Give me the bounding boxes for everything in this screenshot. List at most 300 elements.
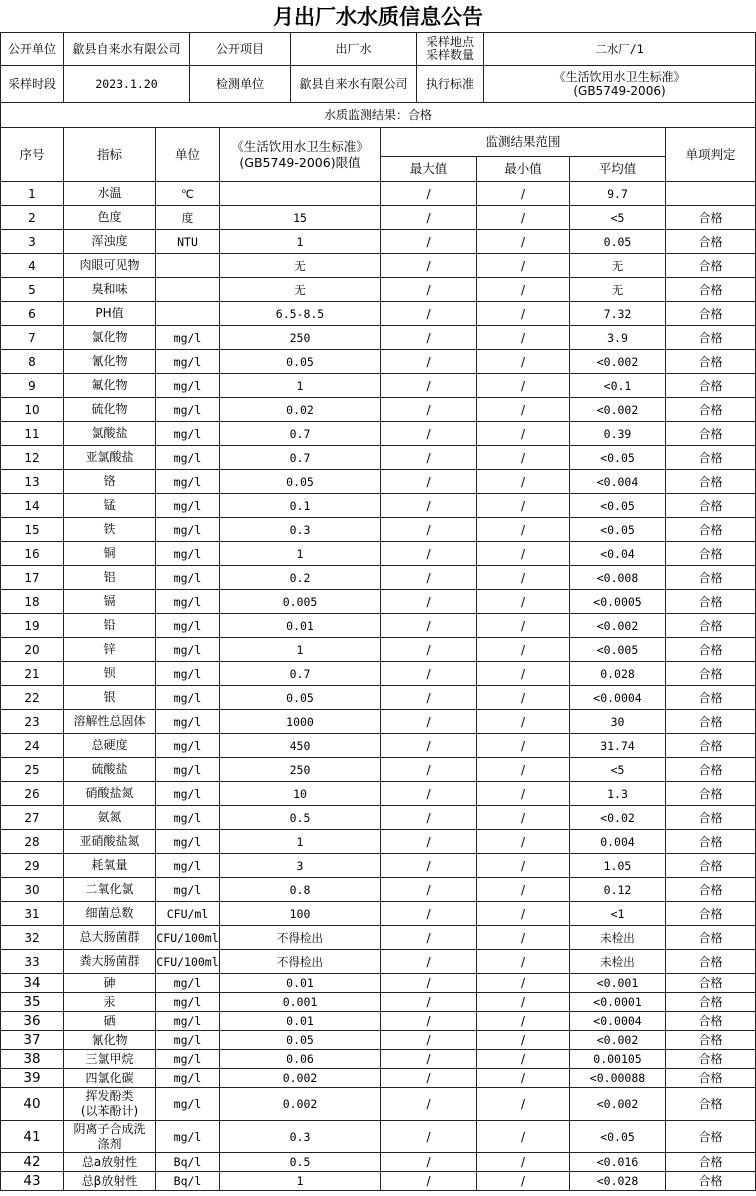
standard-label: 执行标准 bbox=[417, 66, 484, 103]
row-index: 25 bbox=[1, 758, 64, 782]
row-avg: 31.74 bbox=[570, 734, 666, 758]
table-row bbox=[1, 782, 756, 806]
row-indicator: PH值 bbox=[64, 302, 156, 326]
table-row bbox=[1, 542, 756, 566]
row-index: 22 bbox=[1, 686, 64, 710]
row-indicator: 二氧化氯 bbox=[64, 878, 156, 902]
row-unit: mg/l bbox=[156, 422, 220, 446]
row-indicator: 总a放射性 bbox=[64, 1153, 156, 1172]
row-max: / bbox=[381, 398, 477, 422]
table-row bbox=[1, 830, 756, 854]
row-min: / bbox=[477, 974, 570, 993]
table-row bbox=[1, 302, 756, 326]
row-unit: mg/l bbox=[156, 1088, 220, 1121]
row-index: 16 bbox=[1, 542, 64, 566]
row-min: / bbox=[477, 566, 570, 590]
row-unit bbox=[156, 278, 220, 302]
row-avg: <1 bbox=[570, 902, 666, 926]
table-row bbox=[1, 878, 756, 902]
row-judgement: 合格 bbox=[666, 878, 756, 902]
table-row bbox=[1, 446, 756, 470]
row-avg: 9.7 bbox=[570, 182, 666, 206]
row-unit: mg/l bbox=[156, 350, 220, 374]
row-limit: 无 bbox=[220, 254, 381, 278]
row-max: / bbox=[381, 878, 477, 902]
row-indicator: 总硬度 bbox=[64, 734, 156, 758]
table-row bbox=[1, 470, 756, 494]
row-min: / bbox=[477, 302, 570, 326]
row-avg: 未检出 bbox=[570, 926, 666, 950]
row-max: / bbox=[381, 422, 477, 446]
row-min: / bbox=[477, 1050, 570, 1069]
standard-value: 《生活饮用水卫生标准》 (GB5749-2006) bbox=[484, 66, 756, 103]
row-avg: <0.05 bbox=[570, 518, 666, 542]
row-judgement: 合格 bbox=[666, 782, 756, 806]
row-min: / bbox=[477, 326, 570, 350]
row-indicator: 粪大肠菌群 bbox=[64, 950, 156, 974]
row-min: / bbox=[477, 1153, 570, 1172]
row-max: / bbox=[381, 993, 477, 1012]
row-indicator: 铁 bbox=[64, 518, 156, 542]
row-limit: 0.8 bbox=[220, 878, 381, 902]
row-indicator: 银 bbox=[64, 686, 156, 710]
row-judgement: 合格 bbox=[666, 734, 756, 758]
row-unit: mg/l bbox=[156, 446, 220, 470]
row-limit: 0.3 bbox=[220, 1121, 381, 1153]
page-title: 月出厂水水质信息公告 bbox=[273, 5, 483, 29]
row-judgement: 合格 bbox=[666, 494, 756, 518]
row-indicator: 砷 bbox=[64, 974, 156, 993]
row-unit: mg/l bbox=[156, 470, 220, 494]
row-index: 17 bbox=[1, 566, 64, 590]
row-judgement: 合格 bbox=[666, 1153, 756, 1172]
table-row bbox=[1, 993, 756, 1012]
row-indicator: 亚氯酸盐 bbox=[64, 446, 156, 470]
row-indicator: 镉 bbox=[64, 590, 156, 614]
table-row bbox=[1, 590, 756, 614]
row-index: 27 bbox=[1, 806, 64, 830]
row-index: 6 bbox=[1, 302, 64, 326]
row-max: / bbox=[381, 1031, 477, 1050]
row-unit: mg/l bbox=[156, 638, 220, 662]
row-index: 2 bbox=[1, 206, 64, 230]
row-min: / bbox=[477, 926, 570, 950]
row-limit: 0.02 bbox=[220, 398, 381, 422]
row-index: 23 bbox=[1, 710, 64, 734]
table-row bbox=[1, 1121, 756, 1153]
row-judgement: 合格 bbox=[666, 1031, 756, 1050]
row-min: / bbox=[477, 950, 570, 974]
col-header-max: 最大值 bbox=[381, 157, 477, 182]
row-min: / bbox=[477, 446, 570, 470]
row-index: 4 bbox=[1, 254, 64, 278]
row-max: / bbox=[381, 974, 477, 993]
row-index: 39 bbox=[1, 1069, 64, 1088]
table-row bbox=[1, 1153, 756, 1172]
row-limit: 0.005 bbox=[220, 590, 381, 614]
row-max: / bbox=[381, 278, 477, 302]
col-header-indicator: 指标 bbox=[64, 128, 156, 182]
row-index: 32 bbox=[1, 926, 64, 950]
row-limit: 0.05 bbox=[220, 686, 381, 710]
row-avg: <0.002 bbox=[570, 1031, 666, 1050]
row-unit: mg/l bbox=[156, 878, 220, 902]
row-min: / bbox=[477, 662, 570, 686]
row-judgement: 合格 bbox=[666, 806, 756, 830]
row-max: / bbox=[381, 542, 477, 566]
row-min: / bbox=[477, 518, 570, 542]
row-limit: 250 bbox=[220, 758, 381, 782]
row-max: / bbox=[381, 302, 477, 326]
row-min: / bbox=[477, 182, 570, 206]
col-header-min: 最小值 bbox=[477, 157, 570, 182]
row-unit: mg/l bbox=[156, 782, 220, 806]
row-max: / bbox=[381, 806, 477, 830]
row-judgement: 合格 bbox=[666, 206, 756, 230]
table-row bbox=[1, 374, 756, 398]
row-min: / bbox=[477, 854, 570, 878]
row-unit: ℃ bbox=[156, 182, 220, 206]
row-avg: 1.05 bbox=[570, 854, 666, 878]
row-judgement: 合格 bbox=[666, 326, 756, 350]
row-index: 20 bbox=[1, 638, 64, 662]
row-index: 30 bbox=[1, 878, 64, 902]
row-judgement: 合格 bbox=[666, 374, 756, 398]
row-judgement: 合格 bbox=[666, 854, 756, 878]
row-judgement: 合格 bbox=[666, 902, 756, 926]
row-index: 40 bbox=[1, 1088, 64, 1121]
sample-date-label: 采样时段 bbox=[1, 66, 64, 103]
row-judgement: 合格 bbox=[666, 686, 756, 710]
row-judgement: 合格 bbox=[666, 566, 756, 590]
row-max: / bbox=[381, 782, 477, 806]
table-row bbox=[1, 710, 756, 734]
row-unit: mg/l bbox=[156, 734, 220, 758]
row-unit: mg/l bbox=[156, 854, 220, 878]
row-min: / bbox=[477, 993, 570, 1012]
row-unit: mg/l bbox=[156, 398, 220, 422]
row-limit: 1 bbox=[220, 230, 381, 254]
row-avg: 3.9 bbox=[570, 326, 666, 350]
table-row bbox=[1, 902, 756, 926]
row-index: 31 bbox=[1, 902, 64, 926]
table-row bbox=[1, 662, 756, 686]
row-indicator: 挥发酚类 (以苯酚计) bbox=[64, 1088, 156, 1121]
row-limit: 3 bbox=[220, 854, 381, 878]
row-max: / bbox=[381, 926, 477, 950]
row-min: / bbox=[477, 710, 570, 734]
test-unit-label: 检测单位 bbox=[190, 66, 291, 103]
row-max: / bbox=[381, 326, 477, 350]
row-min: / bbox=[477, 206, 570, 230]
row-index: 11 bbox=[1, 422, 64, 446]
row-judgement: 合格 bbox=[666, 710, 756, 734]
row-max: / bbox=[381, 254, 477, 278]
table-row bbox=[1, 398, 756, 422]
row-min: / bbox=[477, 230, 570, 254]
row-unit: mg/l bbox=[156, 830, 220, 854]
row-limit: 0.7 bbox=[220, 446, 381, 470]
row-unit bbox=[156, 254, 220, 278]
row-unit: mg/l bbox=[156, 806, 220, 830]
row-avg: 7.32 bbox=[570, 302, 666, 326]
row-indicator: 汞 bbox=[64, 993, 156, 1012]
row-index: 9 bbox=[1, 374, 64, 398]
row-unit: mg/l bbox=[156, 374, 220, 398]
row-index: 10 bbox=[1, 398, 64, 422]
disclosure-unit-label: 公开单位 bbox=[1, 33, 64, 66]
row-limit: 15 bbox=[220, 206, 381, 230]
row-avg: 无 bbox=[570, 254, 666, 278]
row-avg: 0.39 bbox=[570, 422, 666, 446]
row-max: / bbox=[381, 734, 477, 758]
row-judgement bbox=[666, 182, 756, 206]
sample-site-label: 采样地点 采样数量 bbox=[417, 33, 484, 66]
row-limit: 0.001 bbox=[220, 993, 381, 1012]
col-header-limit: 《生活饮用水卫生标准》 (GB5749-2006)限值 bbox=[220, 128, 381, 182]
row-limit: 6.5-8.5 bbox=[220, 302, 381, 326]
row-judgement: 合格 bbox=[666, 302, 756, 326]
row-min: / bbox=[477, 542, 570, 566]
row-indicator: 硝酸盐氮 bbox=[64, 782, 156, 806]
row-unit: mg/l bbox=[156, 993, 220, 1012]
row-index: 14 bbox=[1, 494, 64, 518]
row-limit: 450 bbox=[220, 734, 381, 758]
row-avg: <0.00088 bbox=[570, 1069, 666, 1088]
row-max: / bbox=[381, 1069, 477, 1088]
row-avg: <0.028 bbox=[570, 1172, 666, 1191]
row-judgement: 合格 bbox=[666, 830, 756, 854]
row-min: / bbox=[477, 590, 570, 614]
row-min: / bbox=[477, 734, 570, 758]
table-row bbox=[1, 806, 756, 830]
row-judgement: 合格 bbox=[666, 278, 756, 302]
row-judgement: 合格 bbox=[666, 230, 756, 254]
table-row bbox=[1, 326, 756, 350]
row-indicator: 硫化物 bbox=[64, 398, 156, 422]
row-indicator: 氰化物 bbox=[64, 1031, 156, 1050]
row-unit: 度 bbox=[156, 206, 220, 230]
row-unit: mg/l bbox=[156, 518, 220, 542]
row-max: / bbox=[381, 206, 477, 230]
row-judgement: 合格 bbox=[666, 950, 756, 974]
row-unit: Bq/l bbox=[156, 1153, 220, 1172]
row-max: / bbox=[381, 446, 477, 470]
table-row bbox=[1, 422, 756, 446]
row-limit: 10 bbox=[220, 782, 381, 806]
row-index: 15 bbox=[1, 518, 64, 542]
row-judgement: 合格 bbox=[666, 974, 756, 993]
row-limit: 250 bbox=[220, 326, 381, 350]
row-index: 8 bbox=[1, 350, 64, 374]
row-judgement: 合格 bbox=[666, 518, 756, 542]
row-judgement: 合格 bbox=[666, 662, 756, 686]
row-min: / bbox=[477, 1069, 570, 1088]
row-avg: <0.002 bbox=[570, 1088, 666, 1121]
table-row bbox=[1, 1050, 756, 1069]
row-limit: 0.05 bbox=[220, 470, 381, 494]
row-max: / bbox=[381, 1153, 477, 1172]
row-indicator: 铝 bbox=[64, 566, 156, 590]
sample-date-value: 2023.1.20 bbox=[64, 66, 190, 103]
row-max: / bbox=[381, 614, 477, 638]
row-max: / bbox=[381, 902, 477, 926]
row-indicator: 三氯甲烷 bbox=[64, 1050, 156, 1069]
row-avg: <0.002 bbox=[570, 614, 666, 638]
row-max: / bbox=[381, 686, 477, 710]
row-max: / bbox=[381, 1088, 477, 1121]
row-avg: <0.02 bbox=[570, 806, 666, 830]
row-max: / bbox=[381, 350, 477, 374]
row-limit: 1 bbox=[220, 1172, 381, 1191]
row-index: 36 bbox=[1, 1012, 64, 1031]
row-min: / bbox=[477, 758, 570, 782]
row-avg: 0.00105 bbox=[570, 1050, 666, 1069]
row-indicator: 铜 bbox=[64, 542, 156, 566]
table-row bbox=[1, 974, 756, 993]
row-unit: NTU bbox=[156, 230, 220, 254]
table-row bbox=[1, 182, 756, 206]
table-row bbox=[1, 854, 756, 878]
row-max: / bbox=[381, 494, 477, 518]
row-index: 34 bbox=[1, 974, 64, 993]
row-min: / bbox=[477, 806, 570, 830]
row-min: / bbox=[477, 878, 570, 902]
row-min: / bbox=[477, 782, 570, 806]
row-judgement: 合格 bbox=[666, 254, 756, 278]
row-limit: 0.002 bbox=[220, 1088, 381, 1121]
row-index: 21 bbox=[1, 662, 64, 686]
row-avg: <0.05 bbox=[570, 494, 666, 518]
table-row bbox=[1, 254, 756, 278]
row-index: 33 bbox=[1, 950, 64, 974]
row-limit: 0.5 bbox=[220, 1153, 381, 1172]
col-header-range: 监测结果范围 bbox=[381, 128, 666, 157]
table-row bbox=[1, 1172, 756, 1191]
row-unit: mg/l bbox=[156, 1121, 220, 1153]
row-limit: 0.01 bbox=[220, 614, 381, 638]
row-avg: <0.0004 bbox=[570, 1012, 666, 1031]
table-row bbox=[1, 518, 756, 542]
col-header-index: 序号 bbox=[1, 128, 64, 182]
row-limit: 0.7 bbox=[220, 422, 381, 446]
row-index: 3 bbox=[1, 230, 64, 254]
row-index: 41 bbox=[1, 1121, 64, 1153]
row-limit: 0.06 bbox=[220, 1050, 381, 1069]
row-limit: 1 bbox=[220, 638, 381, 662]
result-summary: 水质监测结果：合格 bbox=[1, 103, 756, 128]
row-min: / bbox=[477, 398, 570, 422]
row-index: 7 bbox=[1, 326, 64, 350]
row-index: 19 bbox=[1, 614, 64, 638]
row-unit: mg/l bbox=[156, 758, 220, 782]
row-max: / bbox=[381, 590, 477, 614]
col-header-unit: 单位 bbox=[156, 128, 220, 182]
row-min: / bbox=[477, 1031, 570, 1050]
row-indicator: 细菌总数 bbox=[64, 902, 156, 926]
row-unit: Bq/l bbox=[156, 1172, 220, 1191]
row-min: / bbox=[477, 1121, 570, 1153]
row-min: / bbox=[477, 374, 570, 398]
row-avg: <0.001 bbox=[570, 974, 666, 993]
row-indicator: 硫酸盐 bbox=[64, 758, 156, 782]
row-avg: <0.008 bbox=[570, 566, 666, 590]
row-indicator: 锰 bbox=[64, 494, 156, 518]
row-avg: <0.0005 bbox=[570, 590, 666, 614]
row-avg: <5 bbox=[570, 758, 666, 782]
row-indicator: 锌 bbox=[64, 638, 156, 662]
table-row bbox=[1, 1012, 756, 1031]
row-max: / bbox=[381, 950, 477, 974]
row-limit: 0.05 bbox=[220, 350, 381, 374]
row-limit: 100 bbox=[220, 902, 381, 926]
row-limit: 1 bbox=[220, 830, 381, 854]
row-avg: <5 bbox=[570, 206, 666, 230]
row-indicator: 氯化物 bbox=[64, 326, 156, 350]
row-judgement: 合格 bbox=[666, 590, 756, 614]
row-limit: 0.7 bbox=[220, 662, 381, 686]
row-index: 26 bbox=[1, 782, 64, 806]
row-indicator: 浑浊度 bbox=[64, 230, 156, 254]
table-row bbox=[1, 230, 756, 254]
row-indicator: 钡 bbox=[64, 662, 156, 686]
row-max: / bbox=[381, 1172, 477, 1191]
row-min: / bbox=[477, 254, 570, 278]
row-index: 35 bbox=[1, 993, 64, 1012]
row-min: / bbox=[477, 494, 570, 518]
row-max: / bbox=[381, 230, 477, 254]
table-row bbox=[1, 566, 756, 590]
table-row bbox=[1, 1031, 756, 1050]
row-avg: 1.3 bbox=[570, 782, 666, 806]
col-header-judgement: 单项判定 bbox=[666, 128, 756, 182]
row-indicator: 氟化物 bbox=[64, 374, 156, 398]
row-indicator: 四氯化碳 bbox=[64, 1069, 156, 1088]
row-avg: 0.05 bbox=[570, 230, 666, 254]
row-unit: mg/l bbox=[156, 494, 220, 518]
table-row bbox=[1, 350, 756, 374]
row-unit: mg/l bbox=[156, 590, 220, 614]
row-avg: 0.12 bbox=[570, 878, 666, 902]
row-max: / bbox=[381, 1012, 477, 1031]
row-avg: <0.0001 bbox=[570, 993, 666, 1012]
row-min: / bbox=[477, 1172, 570, 1191]
row-index: 28 bbox=[1, 830, 64, 854]
row-indicator: 臭和味 bbox=[64, 278, 156, 302]
row-avg: 0.028 bbox=[570, 662, 666, 686]
row-max: / bbox=[381, 518, 477, 542]
table-row bbox=[1, 1069, 756, 1088]
row-index: 1 bbox=[1, 182, 64, 206]
table-row bbox=[1, 926, 756, 950]
row-indicator: 总大肠菌群 bbox=[64, 926, 156, 950]
row-limit bbox=[220, 182, 381, 206]
row-max: / bbox=[381, 638, 477, 662]
col-header-avg: 平均值 bbox=[570, 157, 666, 182]
row-unit: CFU/ml bbox=[156, 902, 220, 926]
row-judgement: 合格 bbox=[666, 1172, 756, 1191]
row-avg: <0.002 bbox=[570, 398, 666, 422]
sample-site-value: 二水厂/1 bbox=[484, 33, 756, 66]
disclosure-item-value: 出厂水 bbox=[291, 33, 417, 66]
row-indicator: 水温 bbox=[64, 182, 156, 206]
row-judgement: 合格 bbox=[666, 1050, 756, 1069]
row-judgement: 合格 bbox=[666, 542, 756, 566]
row-avg: <0.002 bbox=[570, 350, 666, 374]
row-indicator: 氨氮 bbox=[64, 806, 156, 830]
row-index: 12 bbox=[1, 446, 64, 470]
disclosure-unit-value: 歙县自来水有限公司 bbox=[64, 33, 190, 66]
